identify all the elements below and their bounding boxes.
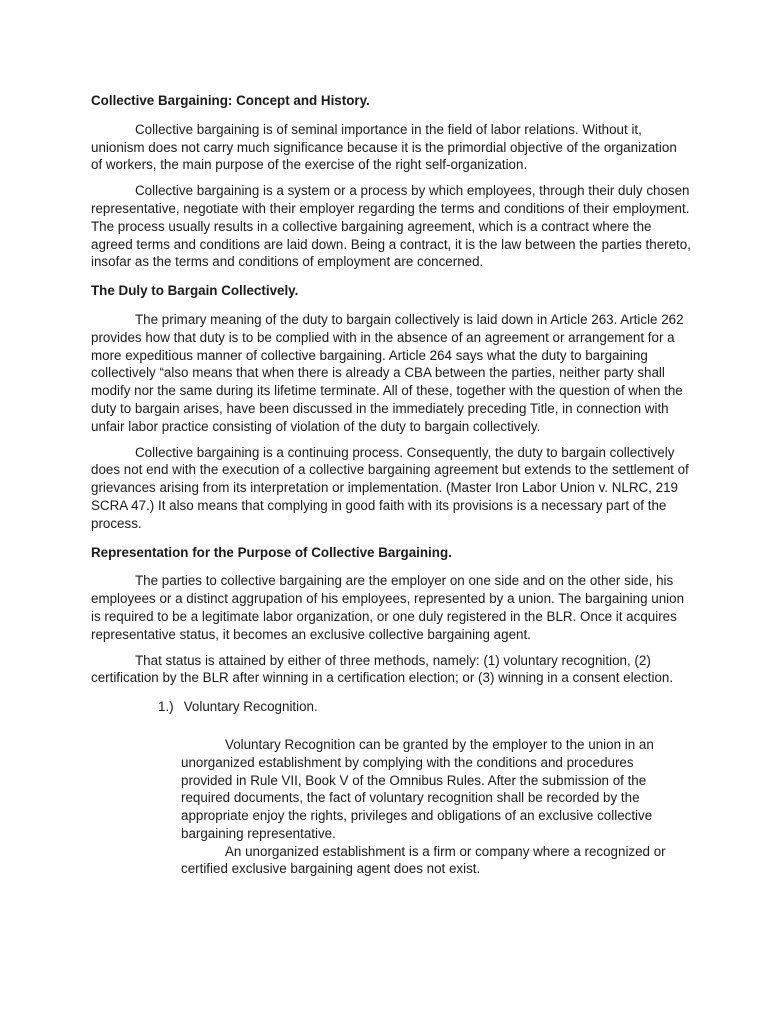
list-title: Voluntary Recognition. [183, 699, 318, 715]
document-body [91, 92, 691, 878]
paragraph: The primary meaning of the duty to bargain collectively is laid down in Article 263. Article 262 provides how that duty is to be complied with in the absence of an agreement or arrangement for a more expeditious manner of collective bargaining. Article 264 says what the duty to bargaining collectively “also means that when there is already a CBA between the parties, neither party shall modify nor the same during its lifetime terminate. All of these, together with the question of when the duty to bargain arises, have been discussed in the immediately preceding Title, in connection with unfair labor practice consisting of violation of the duty to bargain collectively. [91, 311, 684, 434]
paragraph: Voluntary Recognition can be granted by the employer to the union in an unorganized establishment by complying with the conditions and procedures provided in Rule VII, Book V of the Omnibus Rules. After the submission of the required documents, the fact of voluntary recognition shall be recorded by the appropriate enjoy the rights, privileges and obligations of an exclusive collective bargaining representative. [181, 736, 654, 841]
list-item-body [181, 736, 671, 878]
list-number: 1.) [158, 699, 174, 715]
paragraph: Collective bargaining is a system or a process by which employees, through their duly chosen representative, negotiate with their employer regarding the terms and conditions of their employment. The process usually results in a collective bargaining agreement, which is a contract where the agreed terms and conditions are laid down. Being a contract, it is the law between the parties thereto, insofar as the terms and conditions of employment are concerned. [91, 183, 691, 270]
paragraph: Collective bargaining is of seminal importance in the field of labor relations. Without it, unionism does not carry much significance because it is the primordial objective of the organization of workers, the main purpose of the exercise of the right self-organization. [91, 121, 677, 173]
section-heading: Collective Bargaining: Concept and History. [91, 93, 370, 108]
section-heading: Representation for the Purpose of Collective Bargaining. [91, 544, 452, 560]
list-item-voluntary-recognition [158, 698, 691, 716]
section-heading: The Duly to Bargain Collectively. [91, 283, 299, 299]
paragraph: That status is attained by either of three methods, namely: (1) voluntary recognition, (2) certification by the BLR after winning in a certification election; or (3) winning in a consent election. [91, 652, 674, 686]
paragraph: An unorganized establishment is a firm or company where a recognized or certified exclusive bargaining agent does not exist. [181, 843, 666, 877]
paragraph: The parties to collective bargaining are the employer on one side and on the other side, his employees or a distinct aggrupation of his employees, represented by a union. The bargaining union is required to be a legitimate labor organization, or one duly registered in the BLR. Once it acquires representative status, it becomes an exclusive collective bargaining agent. [91, 573, 685, 642]
paragraph: Collective bargaining is a continuing process. Consequently, the duty to bargain collectively does not end with the execution of a collective bargaining agreement but extends to the settlement of grievances arising from its interpretation or implementation. (Master Iron Labor Union v. NLRC, 219 SCRA 47.) It also means that complying in good faith with its provisions is a necessary part of the process. [91, 444, 689, 531]
